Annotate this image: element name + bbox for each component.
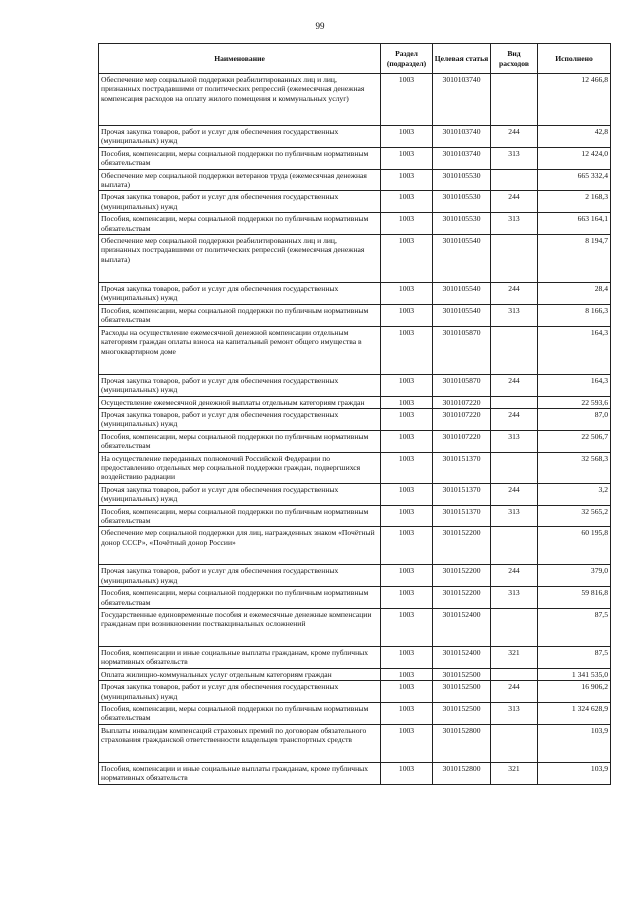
row-target-cell: 3010105530 [433,191,491,213]
row-executed-cell: 59 816,8 [538,587,611,609]
row-target-cell: 3010152500 [433,681,491,703]
row-executed-cell: 1 341 535,0 [538,668,611,680]
row-type-cell: 244 [491,483,538,505]
row-executed-cell: 42,8 [538,126,611,148]
row-name-cell: Обеспечение мер социальной поддержки для лиц, награжденных знаком «Почётный донор СССР», «Почётный донор России» [99,527,381,565]
row-section-cell: 1003 [381,430,433,452]
row-type-cell: 321 [491,762,538,784]
row-name-cell: Обеспечение мер социальной поддержки ветеранов труда (ежемесячная денежная выплата) [99,169,381,191]
row-name-cell: Пособия, компенсации и иные социальные выплаты гражданам, кроме публичных нормативных обязательств [99,647,381,669]
table-row [99,527,611,565]
row-section-cell: 1003 [381,527,433,565]
table-row [99,647,611,669]
row-name-cell: Обеспечение мер социальной поддержки реабилитированных лиц и лиц, признанных пострадавшими от политических репрессий (ежемесячная денежная компенсация расходов на оплату жилого помещения и коммунальных услуг) [99,74,381,126]
row-name-cell: Пособия, компенсации, меры социальной поддержки по публичным нормативным обязательствам [99,213,381,235]
row-section-cell: 1003 [381,668,433,680]
row-target-cell: 3010107220 [433,408,491,430]
header-type: Вид расходов [491,44,538,74]
table-row [99,483,611,505]
row-type-cell: 313 [491,430,538,452]
row-target-cell: 3010105870 [433,374,491,396]
row-type-cell: 244 [491,408,538,430]
row-name-cell: Пособия, компенсации, меры социальной поддержки по публичным нормативным обязательствам [99,304,381,326]
row-name-cell: Прочая закупка товаров, работ и услуг для обеспечения государственных (муниципальных) нужд [99,283,381,305]
row-executed-cell: 32 565,2 [538,505,611,527]
row-type-cell [491,326,538,374]
row-target-cell: 3010103740 [433,74,491,126]
row-section-cell: 1003 [381,191,433,213]
row-executed-cell: 60 195,8 [538,527,611,565]
row-executed-cell: 2 168,3 [538,191,611,213]
row-target-cell: 3010152500 [433,668,491,680]
table-row [99,126,611,148]
row-section-cell: 1003 [381,505,433,527]
row-executed-cell: 103,9 [538,724,611,762]
row-executed-cell: 663 164,1 [538,213,611,235]
row-target-cell: 3010152400 [433,647,491,669]
row-target-cell: 3010105530 [433,169,491,191]
row-type-cell: 244 [491,565,538,587]
table-row [99,408,611,430]
row-name-cell: Пособия, компенсации, меры социальной поддержки по публичным нормативным обязательствам [99,587,381,609]
table-row [99,452,611,483]
row-executed-cell: 87,5 [538,609,611,647]
row-target-cell: 3010105540 [433,304,491,326]
table-row [99,609,611,647]
row-type-cell [491,169,538,191]
row-type-cell: 313 [491,505,538,527]
row-section-cell: 1003 [381,213,433,235]
row-section-cell: 1003 [381,283,433,305]
row-type-cell: 313 [491,587,538,609]
table-header-row [99,44,611,74]
row-target-cell: 3010107220 [433,430,491,452]
row-section-cell: 1003 [381,74,433,126]
row-type-cell [491,74,538,126]
row-section-cell: 1003 [381,374,433,396]
row-executed-cell: 665 332,4 [538,169,611,191]
table-row [99,668,611,680]
table-row [99,283,611,305]
row-name-cell: Пособия, компенсации и иные социальные выплаты гражданам, кроме публичных нормативных обязательств [99,762,381,784]
row-name-cell: Обеспечение мер социальной поддержки реабилитированных лиц и лиц, признанных пострадавшими от политических репрессий (ежемесячная денежная выплата) [99,235,381,283]
row-name-cell: Оплата жилищно-коммунальных услуг отдельным категориям граждан [99,668,381,680]
row-name-cell: Пособия, компенсации, меры социальной поддержки по публичным нормативным обязательствам [99,147,381,169]
row-name-cell: Прочая закупка товаров, работ и услуг для обеспечения государственных (муниципальных) нужд [99,565,381,587]
row-section-cell: 1003 [381,304,433,326]
row-target-cell: 3010152400 [433,609,491,647]
row-section-cell: 1003 [381,147,433,169]
row-section-cell: 1003 [381,408,433,430]
row-type-cell [491,527,538,565]
row-target-cell: 3010105870 [433,326,491,374]
row-section-cell: 1003 [381,452,433,483]
row-executed-cell: 164,3 [538,374,611,396]
page-number: 99 [315,21,325,31]
row-name-cell: Прочая закупка товаров, работ и услуг для обеспечения государственных (муниципальных) нужд [99,483,381,505]
row-type-cell: 313 [491,213,538,235]
header-name: Наименование [99,44,381,74]
row-executed-cell: 103,9 [538,762,611,784]
row-executed-cell: 16 906,2 [538,681,611,703]
table-row [99,565,611,587]
table-row [99,430,611,452]
row-target-cell: 3010152500 [433,703,491,725]
row-name-cell: Прочая закупка товаров, работ и услуг для обеспечения государственных (муниципальных) нужд [99,126,381,148]
row-name-cell: Прочая закупка товаров, работ и услуг для обеспечения государственных (муниципальных) нужд [99,681,381,703]
row-type-cell: 244 [491,374,538,396]
row-type-cell: 313 [491,304,538,326]
row-name-cell: Прочая закупка товаров, работ и услуг для обеспечения государственных (муниципальных) нужд [99,191,381,213]
row-type-cell [491,396,538,408]
row-type-cell: 313 [491,147,538,169]
row-executed-cell: 164,3 [538,326,611,374]
row-section-cell: 1003 [381,396,433,408]
row-section-cell: 1003 [381,326,433,374]
row-executed-cell: 8 194,7 [538,235,611,283]
row-executed-cell: 87,0 [538,408,611,430]
table-row [99,304,611,326]
row-executed-cell: 28,4 [538,283,611,305]
row-section-cell: 1003 [381,762,433,784]
row-section-cell: 1003 [381,126,433,148]
row-target-cell: 3010152200 [433,527,491,565]
row-type-cell: 313 [491,703,538,725]
row-target-cell: 3010152800 [433,724,491,762]
row-executed-cell: 22 593,6 [538,396,611,408]
row-name-cell: Пособия, компенсации, меры социальной поддержки по публичным нормативным обязательствам [99,430,381,452]
header-executed: Исполнено [538,44,611,74]
row-type-cell [491,452,538,483]
row-section-cell: 1003 [381,169,433,191]
table-row [99,762,611,784]
table-row [99,147,611,169]
row-section-cell: 1003 [381,647,433,669]
row-name-cell: Осуществление ежемесячной денежной выплаты отдельным категориям граждан [99,396,381,408]
row-type-cell: 244 [491,126,538,148]
row-name-cell: Пособия, компенсации, меры социальной поддержки по публичным нормативным обязательствам [99,703,381,725]
row-target-cell: 3010151370 [433,505,491,527]
header-target: Целевая статья [433,44,491,74]
row-executed-cell: 32 568,3 [538,452,611,483]
row-type-cell: 321 [491,647,538,669]
row-type-cell: 244 [491,283,538,305]
expenditure-table [98,43,611,785]
row-target-cell: 3010152200 [433,565,491,587]
table-row [99,235,611,283]
table-row [99,724,611,762]
row-section-cell: 1003 [381,587,433,609]
row-name-cell: Расходы на осуществление ежемесячной денежной компенсации отдельным категориям граждан оплаты взноса на капитальный ремонт общего имущества в многоквартирном доме [99,326,381,374]
row-executed-cell: 22 506,7 [538,430,611,452]
table-row [99,374,611,396]
row-target-cell: 3010105530 [433,213,491,235]
row-executed-cell: 12 466,8 [538,74,611,126]
header-section: Раздел (подраздел) [381,44,433,74]
row-target-cell: 3010105540 [433,235,491,283]
row-executed-cell: 379,0 [538,565,611,587]
row-section-cell: 1003 [381,235,433,283]
row-executed-cell: 8 166,3 [538,304,611,326]
table-row [99,587,611,609]
row-target-cell: 3010152200 [433,587,491,609]
row-section-cell: 1003 [381,724,433,762]
row-name-cell: Прочая закупка товаров, работ и услуг для обеспечения государственных (муниципальных) нужд [99,374,381,396]
row-type-cell [491,724,538,762]
row-executed-cell: 1 324 628,9 [538,703,611,725]
row-target-cell: 3010151370 [433,483,491,505]
row-section-cell: 1003 [381,565,433,587]
row-target-cell: 3010152800 [433,762,491,784]
row-name-cell: На осуществление переданных полномочий Российской Федерации по предоставлению отдельных мер социальной поддержки граждан, подвергшихся воздействию радиации [99,452,381,483]
row-type-cell [491,609,538,647]
table-row [99,169,611,191]
row-target-cell: 3010107220 [433,396,491,408]
row-target-cell: 3010103740 [433,147,491,169]
row-target-cell: 3010103740 [433,126,491,148]
table-row [99,681,611,703]
row-executed-cell: 87,5 [538,647,611,669]
row-type-cell [491,668,538,680]
row-type-cell: 244 [491,191,538,213]
row-name-cell: Прочая закупка товаров, работ и услуг для обеспечения государственных (муниципальных) нужд [99,408,381,430]
table-row [99,191,611,213]
row-section-cell: 1003 [381,609,433,647]
table-row [99,213,611,235]
row-target-cell: 3010105540 [433,283,491,305]
table-row [99,74,611,126]
row-executed-cell: 3,2 [538,483,611,505]
row-section-cell: 1003 [381,703,433,725]
table-row [99,396,611,408]
table-body [99,74,611,785]
row-target-cell: 3010151370 [433,452,491,483]
table-row [99,505,611,527]
row-type-cell [491,235,538,283]
row-name-cell: Государственные единовременные пособия и ежемесячные денежные компенсации гражданам при возникновении поствакцинальных осложнений [99,609,381,647]
row-section-cell: 1003 [381,681,433,703]
table-row [99,326,611,374]
row-section-cell: 1003 [381,483,433,505]
table-row [99,703,611,725]
row-name-cell: Выплаты инвалидам компенсаций страховых премий по договорам обязательного страхования гражданской ответственности владельцев транспортных средств [99,724,381,762]
row-name-cell: Пособия, компенсации, меры социальной поддержки по публичным нормативным обязательствам [99,505,381,527]
row-type-cell: 244 [491,681,538,703]
row-executed-cell: 12 424,0 [538,147,611,169]
